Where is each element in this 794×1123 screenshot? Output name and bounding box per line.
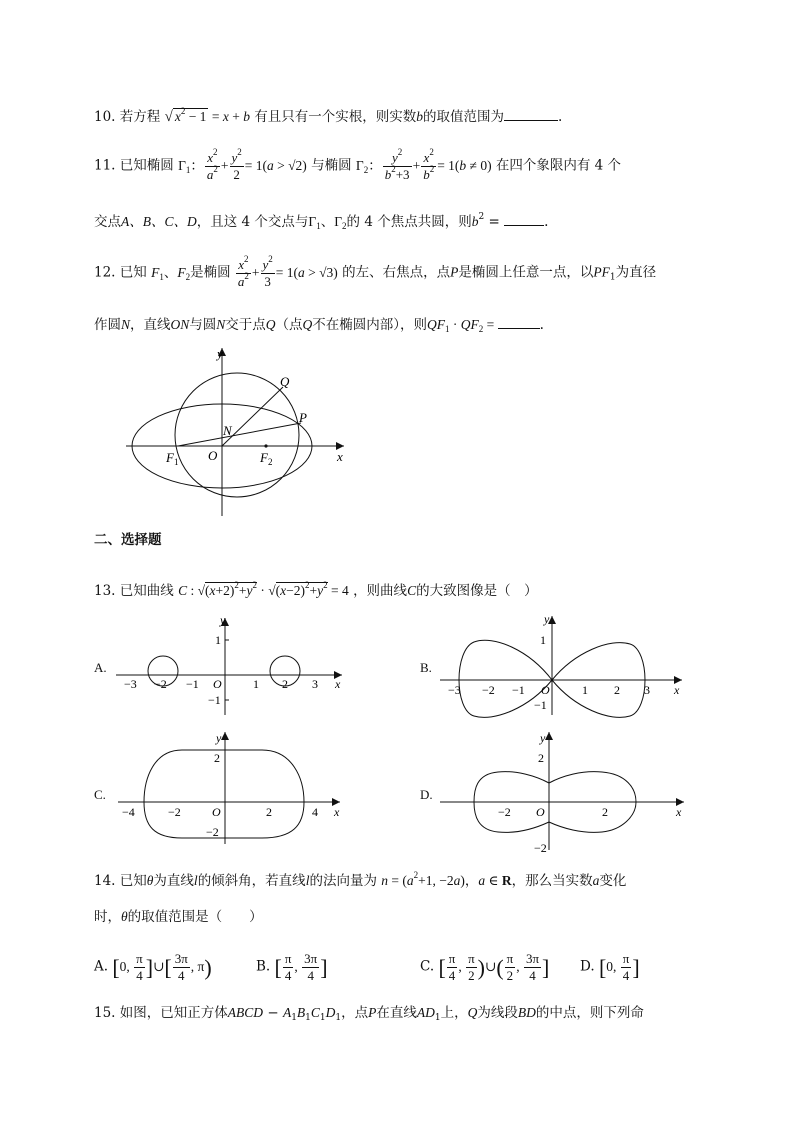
normal-vector: $n = (a^2+1$, −2a)，a ∈ R， [381, 870, 526, 888]
question-12-line2: 作圆N，直线ON与圆N交于点Q（点Q不在椭圆内部），则$QF_1 \cdot QF_2$ = . [94, 314, 544, 335]
question-11-line2: 交点A、B、C、D，且这 4 个交点与$\Gamma_1$、$\Gamma_2$的 4 个焦点共圆，则$b^2$ = . [94, 212, 549, 231]
svg-text:O: O [541, 683, 550, 697]
focus-f2-dot [264, 444, 267, 447]
svg-text:−2: −2 [534, 841, 547, 854]
svg-text:−2: −2 [498, 805, 511, 819]
option-a-graph[interactable] [110, 610, 350, 720]
svg-text:3: 3 [312, 677, 318, 691]
svg-text:1: 1 [215, 633, 221, 647]
ellipse-equation: $\frac{x^2}{a^2}$ + $\frac{y^2}{3}$ = 1(a > √3) [237, 254, 338, 289]
question-14-line2: 时，θ的取值范围是（ ） [94, 909, 263, 925]
svg-text:2: 2 [268, 457, 273, 467]
ellipse-1-equation: $\Gamma_1$： $\frac{x^2}{a^2}$ + $\frac{y^2}{2}$ = 1(a > √2) [178, 147, 307, 182]
svg-text:2: 2 [614, 683, 620, 697]
equation: √ $x^2 - 1 = x + b$ [164, 106, 250, 125]
svg-text:−1: −1 [534, 698, 547, 712]
answer-blank [498, 314, 540, 329]
option-b[interactable]: B. [ $\frac{\pi}{4}$ , $\frac{3\pi}{4}$ ] [256, 951, 328, 983]
label-f2: F [260, 450, 268, 465]
svg-text:−2: −2 [482, 683, 495, 697]
vector-product: $QF_1 \cdot QF_2$ = [427, 317, 498, 334]
ellipse-2-equation: $\Gamma_2$： $\frac{y^2}{b^2+3}$ + $\frac{x^2}{b^2}$ = 1(b ≠ 0) [355, 147, 492, 182]
label-y: y [217, 346, 223, 361]
svg-text:2: 2 [266, 805, 272, 819]
option-b-graph[interactable] [434, 610, 690, 720]
label-o: O [208, 448, 218, 463]
svg-text:O: O [536, 805, 545, 819]
question-number: 11. [94, 157, 116, 174]
svg-text:1: 1 [582, 683, 588, 697]
svg-text:2: 2 [602, 805, 608, 819]
svg-text:3: 3 [644, 683, 650, 697]
svg-text:−1: −1 [208, 693, 221, 707]
svg-text:−1: −1 [512, 683, 525, 697]
svg-text:1: 1 [540, 633, 546, 647]
label-f1: F [166, 450, 174, 465]
oval-curve [144, 750, 304, 838]
svg-text:−3: −3 [448, 683, 461, 697]
segment-f1-p [178, 423, 301, 446]
question-11: 11. 已知椭圆 $\Gamma_1$： $\frac{x^2}{a^2}$ + $\frac{y^2}{2}$ = 1(a > √2) 与椭圆 $\Gamma_2$： $\frac{y^2}{b^2+3}$ + $\frac{x^2}{b^2}$ = 1(b ≠ 0) 在四个象限内有 4 个 [94, 147, 622, 182]
svg-text:y: y [544, 612, 550, 626]
svg-text:−4: −4 [122, 805, 135, 819]
option-d-label[interactable]: D. [420, 787, 433, 802]
answer-blank [504, 211, 544, 226]
curve-equation: C : $√(x+2)^2+y^2 \cdot √(x-2)^2+y^2 = 4$ [178, 580, 349, 598]
question-12: 12. 已知 $F_1$、$F_2$是椭圆 $\frac{x^2}{a^2}$ + $\frac{y^2}{3}$ = 1(a > √3) 的左、右焦点，点P是椭圆上任意一点，以$PF_1$为直径 [94, 254, 657, 289]
svg-text:y: y [540, 731, 546, 745]
svg-text:1: 1 [174, 457, 179, 467]
svg-text:x: x [674, 683, 680, 697]
ellipse-circle-figure [118, 340, 358, 520]
option-d[interactable]: D. [0, $\frac{\pi}{4}$ ] [580, 951, 640, 983]
option-d-graph[interactable] [436, 728, 692, 854]
svg-text:O: O [213, 677, 222, 691]
option-c-label[interactable]: C. [94, 787, 106, 802]
answer-blank [504, 106, 558, 121]
label-q: Q [280, 374, 290, 389]
svg-text:−2: −2 [154, 677, 167, 691]
question-15: 15. 如图，已知正方体ABCD − $A_1B_1C_1D_1$，点P在直线$AD_1$上，Q为线段BD的中点，则下列命 [94, 1005, 644, 1023]
svg-text:−3: −3 [124, 677, 137, 691]
svg-text:2: 2 [282, 677, 288, 691]
question-number: 14. [94, 873, 116, 889]
label-x: x [337, 449, 343, 464]
question-14: 14. 已知θ为直线l的倾斜角，若直线l的法向量为 $n = (a^2+1$, −2a)，a ∈ R，那么当实数a变化 [94, 870, 627, 889]
svg-text:2: 2 [538, 751, 544, 765]
svg-text:−2: −2 [206, 825, 219, 839]
option-c[interactable]: C. [ $\frac{\pi}{4}$ , $\frac{\pi}{2}$ )∪( $\frac{\pi}{2}$ , $\frac{3\pi}{4}$ ] [420, 951, 550, 983]
question-13: 13. 已知曲线 C : $√(x+2)^2+y^2 \cdot √(x-2)^2+y^2 = 4$ ，则曲线C的大致图像是（ ） [94, 580, 538, 599]
question-number: 10. [94, 109, 116, 125]
option-a[interactable]: A. [0, $\frac{\pi}{4}$ ]∪[ $\frac{3\pi}{4}$ , π) [94, 951, 212, 983]
option-b-label[interactable]: B. [420, 660, 432, 675]
svg-text:4: 4 [312, 805, 318, 819]
svg-text:x: x [676, 805, 682, 819]
question-number: 12. [94, 264, 116, 281]
section-heading: 二、选择题 [94, 532, 162, 548]
svg-text:y: y [216, 731, 222, 745]
svg-text:−2: −2 [168, 805, 181, 819]
svg-text:x: x [334, 805, 340, 819]
question-number: 13. [94, 583, 116, 599]
label-n: N [223, 423, 232, 438]
option-c-graph[interactable] [112, 728, 348, 846]
label-p: P [299, 410, 307, 425]
svg-text:y: y [220, 613, 226, 627]
svg-text:1: 1 [253, 677, 259, 691]
svg-text:x: x [335, 677, 341, 691]
option-a-label[interactable]: A. [94, 660, 107, 675]
svg-text:−1: −1 [186, 677, 199, 691]
svg-text:O: O [212, 805, 221, 819]
question-number: 15. [94, 1005, 116, 1021]
question-10: 10. 若方程 √ $x^2 - 1 = x + b$ 有且只有一个实根，则实数b的取值范围为 . [94, 106, 563, 125]
svg-text:2: 2 [214, 751, 220, 765]
